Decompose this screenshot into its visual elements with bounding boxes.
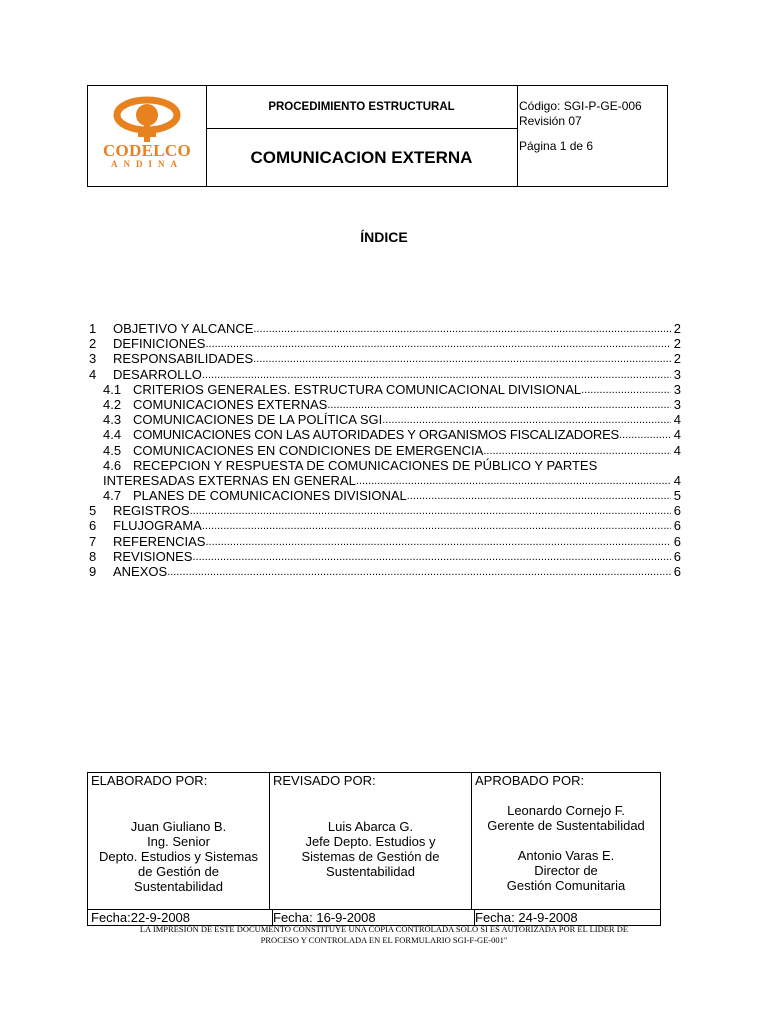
toc-title: COMUNICACIONES CON LAS AUTORIDADES Y ORGANISMOS FISCALIZADORES <box>133 427 620 443</box>
toc-title: COMUNICACIONES EN CONDICIONES DE EMERGENCIA <box>133 442 484 458</box>
spacer <box>472 833 660 848</box>
signer-dept: Sustentabilidad <box>134 879 223 894</box>
document-header <box>87 85 668 187</box>
codelco-logo-icon <box>94 94 200 144</box>
signer-role: Ing. Senior <box>147 834 210 849</box>
toc-number: 4.4 <box>103 427 122 443</box>
toc-title: RESPONSABILIDADES <box>113 351 254 367</box>
logo-name: CODELCO <box>102 141 192 160</box>
toc-title: ANEXOS <box>113 564 168 579</box>
elaborado-signer <box>88 819 269 894</box>
document-code-block <box>519 99 642 129</box>
toc-entry[interactable] <box>89 549 681 564</box>
controlled-copy-notice <box>80 924 688 946</box>
toc-title: COMUNICACIONES EXTERNAS <box>133 396 328 412</box>
toc-page: 3 <box>673 366 681 382</box>
toc-entry[interactable] <box>89 382 681 397</box>
logo-cell <box>88 86 207 186</box>
toc-leader <box>253 321 671 336</box>
toc-number: 7 <box>89 533 97 549</box>
toc-page: 4 <box>673 472 681 488</box>
toc-entry[interactable] <box>89 397 681 412</box>
signer-role: Gestión Comunitaria <box>506 878 626 893</box>
document-code: Código: SGI-P-GE-006 <box>519 99 642 113</box>
page-number: Página 1 de 6 <box>519 139 594 153</box>
signer-name: Juan Giuliano B. <box>130 819 227 834</box>
toc-page: 6 <box>673 518 681 534</box>
toc-entry-continuation[interactable] <box>89 473 681 488</box>
toc-entry[interactable] <box>89 458 681 473</box>
toc-number: 1 <box>89 321 97 336</box>
toc-entry[interactable] <box>89 321 681 336</box>
toc-leader <box>581 382 671 397</box>
index-title: ÍNDICE <box>360 229 408 245</box>
notice-line: PROCESO Y CONTROLADA EN EL FORMULARIO SGI-F-GE-001" <box>260 935 508 945</box>
toc-page: 6 <box>673 548 681 564</box>
toc-title: RECEPCION Y RESPUESTA DE COMUNICACIONES DE PÚBLICO Y PARTES <box>133 457 598 473</box>
toc-number: 4.5 <box>103 442 122 458</box>
signer-dept: de Gestión de <box>138 864 219 879</box>
toc-leader <box>483 443 671 458</box>
toc-number: 4.6 <box>103 457 122 473</box>
toc-page: 2 <box>673 351 681 367</box>
toc-entry[interactable] <box>89 564 681 579</box>
toc-number: 8 <box>89 548 97 564</box>
toc-number: 6 <box>89 518 97 534</box>
toc-leader <box>190 503 671 518</box>
revisado-date: Fecha: 16-9-2008 <box>270 910 475 926</box>
signer-name: Luis Abarca G. <box>327 819 414 834</box>
aprobado-signers <box>472 803 660 893</box>
toc-leader <box>205 534 671 549</box>
signer-role: Gerente de Sustentabilidad <box>487 818 645 833</box>
toc-number: 5 <box>89 503 97 519</box>
toc-page: 4 <box>673 412 681 428</box>
toc-entry[interactable] <box>89 443 681 458</box>
toc-leader <box>192 549 671 564</box>
toc-number: 2 <box>89 336 97 352</box>
elaborado-date: Fecha:22-9-2008 <box>88 910 273 926</box>
signer-dept: Sustentabilidad <box>326 864 415 879</box>
toc-number: 9 <box>89 564 97 579</box>
signer-dept: Depto. Estudios y Sistemas <box>99 849 258 864</box>
signer-role: Director de <box>534 863 598 878</box>
toc-number: 4.1 <box>103 381 122 397</box>
toc-title: DESARROLLO <box>113 366 202 382</box>
revisado-heading: REVISADO POR: <box>273 773 376 788</box>
toc-leader <box>407 488 671 503</box>
toc-leader <box>202 367 671 382</box>
toc-entry[interactable] <box>89 427 681 442</box>
toc-page: 3 <box>673 381 681 397</box>
toc-page: 6 <box>673 503 681 519</box>
document-title: COMUNICACION EXTERNA <box>206 129 518 186</box>
notice-line: LA IMPRESIÓN DE ESTE DOCUMENTO CONSTITUYE UNA COPIA CONTROLADA SOLO SI ES AUTORIZADA POR EL LIDER DE <box>139 924 629 934</box>
toc-number: 4.3 <box>103 412 122 428</box>
toc-title: FLUJOGRAMA <box>113 518 202 534</box>
toc-number: 4.7 <box>103 488 122 504</box>
toc-entry[interactable] <box>89 534 681 549</box>
toc-number: 3 <box>89 351 97 367</box>
toc-leader <box>253 351 671 366</box>
logo-subtitle: ANDINA <box>111 159 183 169</box>
toc-leader <box>202 518 671 533</box>
toc-page: 4 <box>673 442 681 458</box>
toc-title: CRITERIOS GENERALES. ESTRUCTURA COMUNICACIONAL DIVISIONAL <box>133 381 582 397</box>
table-of-contents <box>89 321 681 579</box>
toc-page: 3 <box>673 396 681 412</box>
toc-title: DEFINICIONES <box>113 336 206 352</box>
toc-entry[interactable] <box>89 518 681 533</box>
toc-leader <box>327 397 671 412</box>
toc-title: REFERENCIAS <box>113 533 206 549</box>
toc-title: OBJETIVO Y ALCANCE <box>113 321 254 336</box>
toc-leader <box>382 412 671 427</box>
toc-entry[interactable] <box>89 412 681 427</box>
toc-page: 2 <box>673 336 681 352</box>
aprobado-cell <box>472 773 660 909</box>
toc-page: 6 <box>673 564 681 579</box>
approval-table <box>87 772 661 926</box>
toc-title: REGISTROS <box>113 503 190 519</box>
toc-page: 6 <box>673 533 681 549</box>
toc-title: REVISIONES <box>113 548 193 564</box>
signer-role: Jefe Depto. Estudios y <box>305 834 436 849</box>
toc-page: 5 <box>673 488 681 504</box>
aprobado-date: Fecha: 24-9-2008 <box>475 910 578 925</box>
document-type: PROCEDIMIENTO ESTRUCTURAL <box>206 86 518 129</box>
toc-title: PLANES DE COMUNICACIONES DIVISIONAL <box>133 488 407 504</box>
toc-entry[interactable] <box>89 351 681 366</box>
toc-entry[interactable] <box>89 336 681 351</box>
toc-entry[interactable] <box>89 367 681 382</box>
document-revision: Revisión 07 <box>519 114 582 128</box>
elaborado-cell <box>88 773 270 909</box>
toc-leader <box>205 336 671 351</box>
toc-page: 2 <box>673 321 681 336</box>
toc-number: 4.2 <box>103 396 122 412</box>
signer-name: Leonardo Cornejo F. <box>507 803 625 818</box>
toc-leader <box>167 564 671 579</box>
toc-entry[interactable] <box>89 503 681 518</box>
elaborado-heading: ELABORADO POR: <box>91 773 208 788</box>
aprobado-heading: APROBADO POR: <box>475 773 585 788</box>
toc-number: 4 <box>89 366 97 382</box>
toc-title: COMUNICACIONES DE LA POLÍTICA SGI <box>133 412 383 428</box>
toc-leader <box>356 473 671 488</box>
toc-entry[interactable] <box>89 488 681 503</box>
revisado-signer <box>270 819 471 879</box>
revisado-cell <box>270 773 472 909</box>
signer-dept: Sistemas de Gestión de <box>301 849 440 864</box>
toc-leader <box>619 427 671 442</box>
toc-title-continued: INTERESADAS EXTERNAS EN GENERAL <box>103 472 356 488</box>
toc-page: 4 <box>673 427 681 443</box>
signer-name: Antonio Varas E. <box>517 848 615 863</box>
